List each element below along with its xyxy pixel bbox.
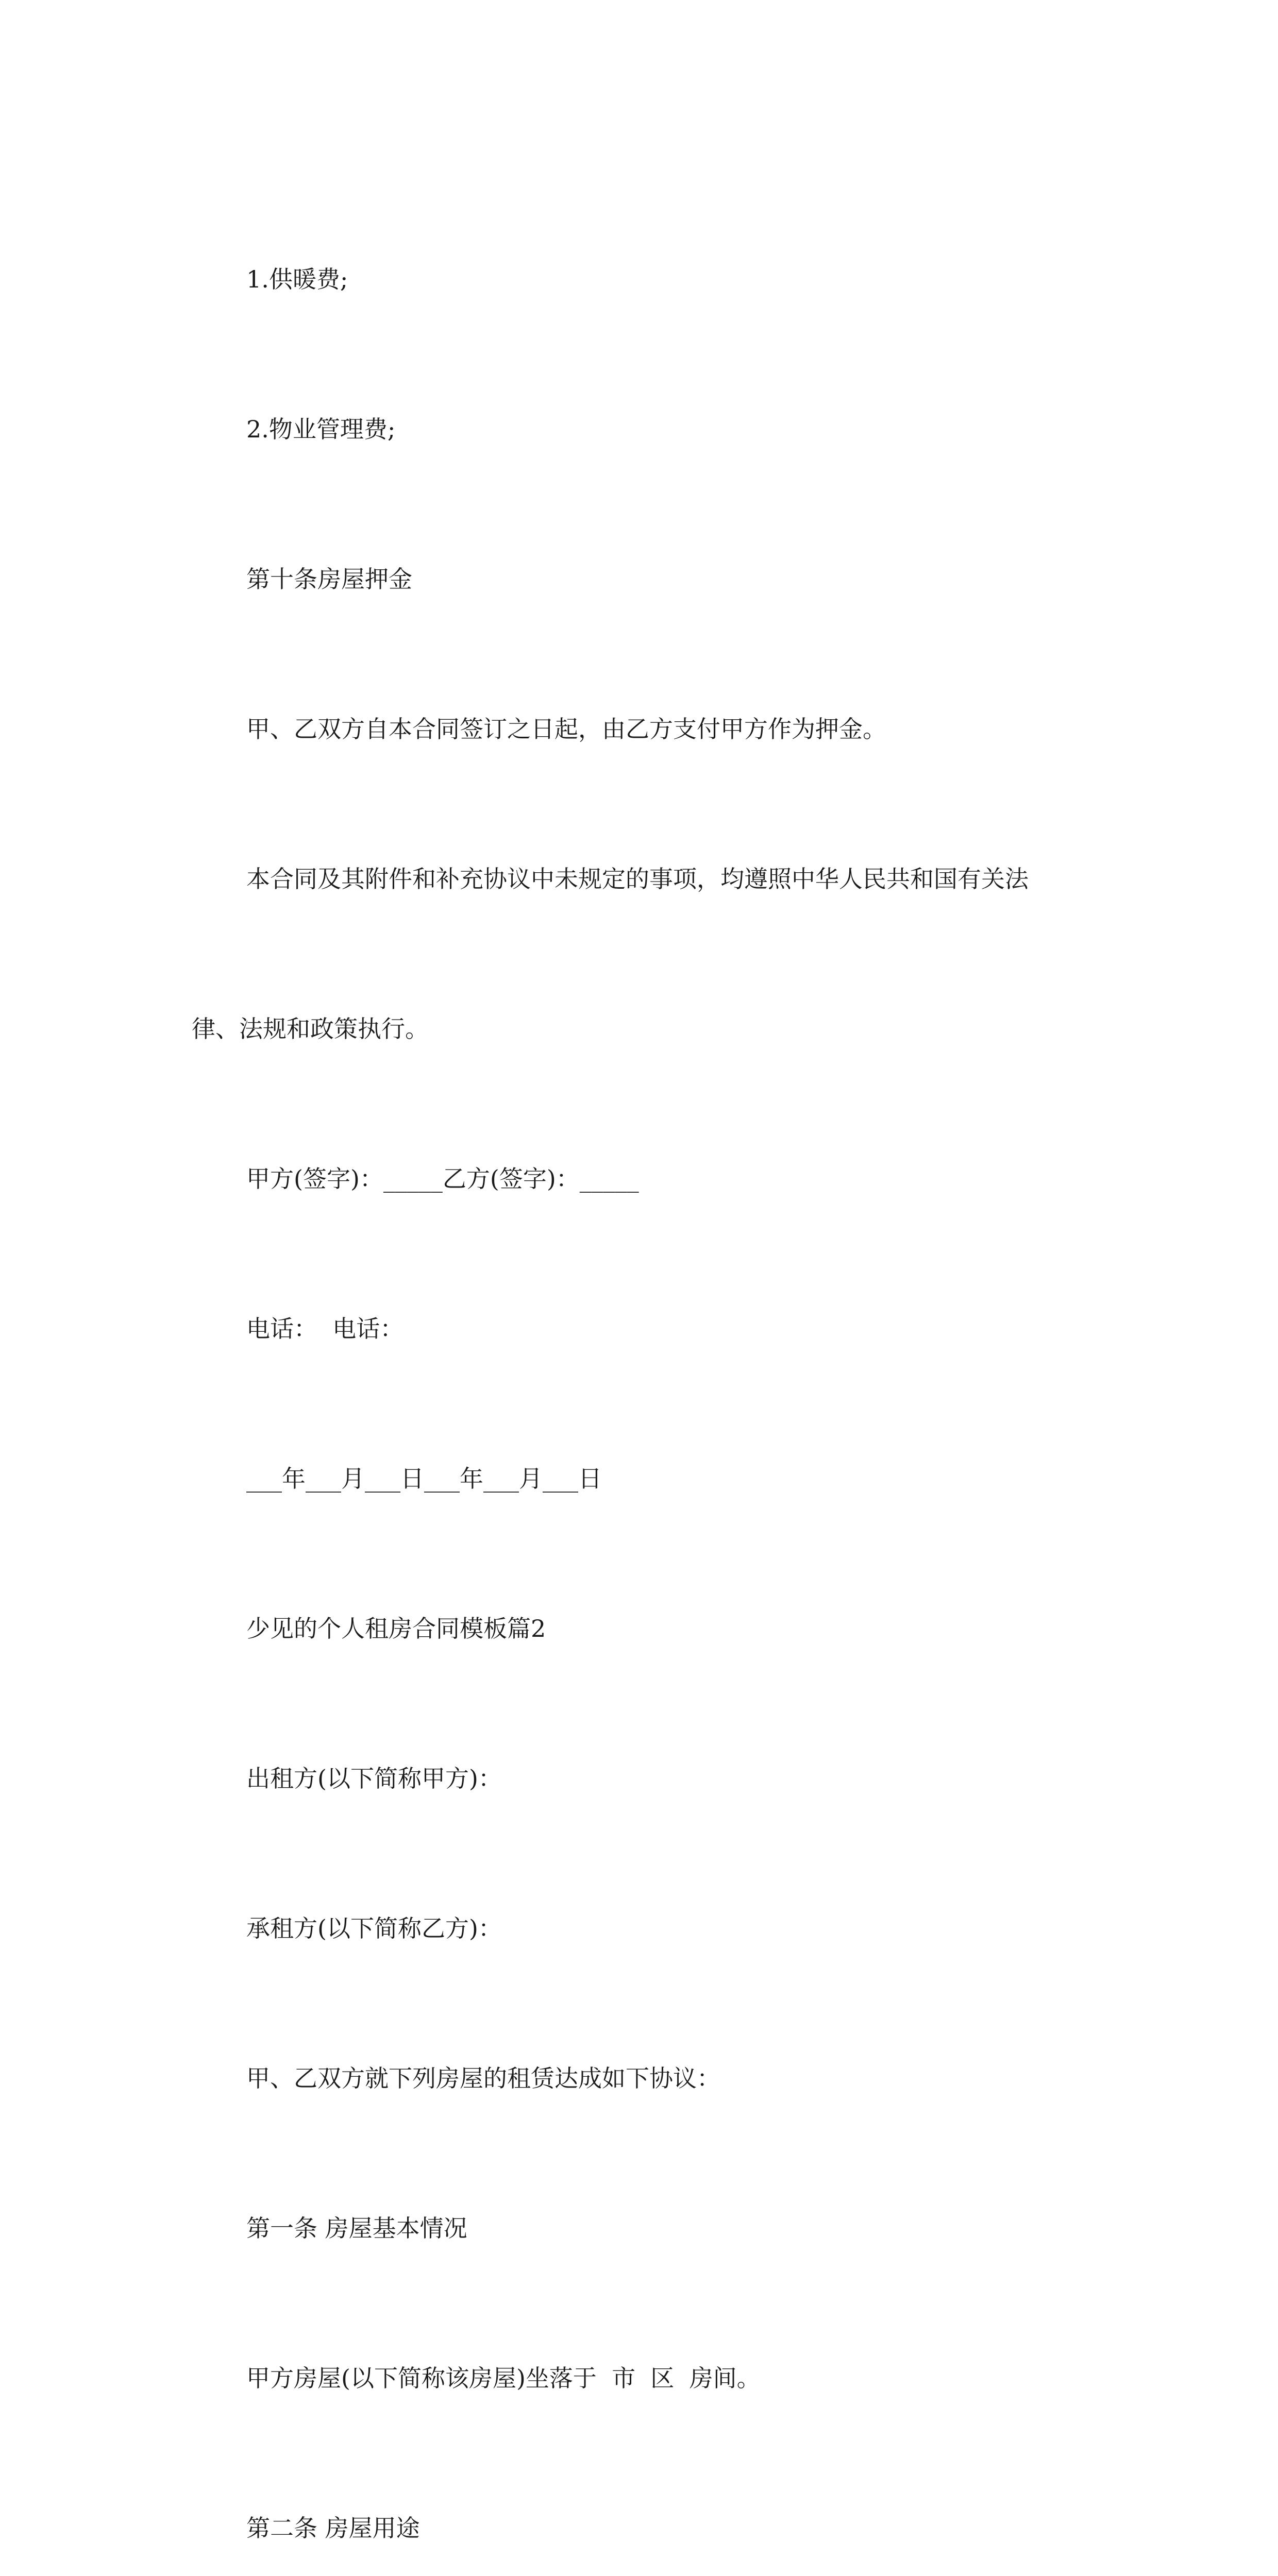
text-line: 甲、乙双方就下列房屋的租赁达成如下协议： xyxy=(246,2064,720,2092)
section-title: 少见的个人租房合同模板篇2 xyxy=(246,1615,546,1642)
text-line: 承租方(以下简称乙方)： xyxy=(246,1914,502,1942)
phone-line: 电话： 电话： xyxy=(246,1315,404,1343)
document-body xyxy=(192,155,1088,2576)
text-line-continuation: 律、法规和政策执行。 xyxy=(192,1015,429,1043)
article-heading: 第一条 房屋基本情况 xyxy=(246,2214,467,2242)
text-line: 甲、乙双方自本合同签订之日起，由乙方支付甲方作为押金。 xyxy=(246,715,886,743)
text-line: 2.物业管理费; xyxy=(246,415,396,443)
article-heading: 第二条 房屋用途 xyxy=(246,2514,420,2542)
text-line: 出租方(以下简称甲方)： xyxy=(246,1765,502,1792)
date-line: ___年___月___日___年___月___日 xyxy=(246,1465,602,1493)
text-line: 本合同及其附件和补充协议中未规定的事项，均遵照中华人民共和国有关法 xyxy=(246,865,1029,893)
signature-line: 甲方(签字)：_____乙方(签字)：_____ xyxy=(246,1165,639,1193)
article-heading: 第十条房屋押金 xyxy=(246,565,412,593)
text-line: 1.供暖费; xyxy=(246,265,348,293)
text-line: 甲方房屋(以下简称该房屋)坐落于 市 区 房间。 xyxy=(246,2364,761,2392)
